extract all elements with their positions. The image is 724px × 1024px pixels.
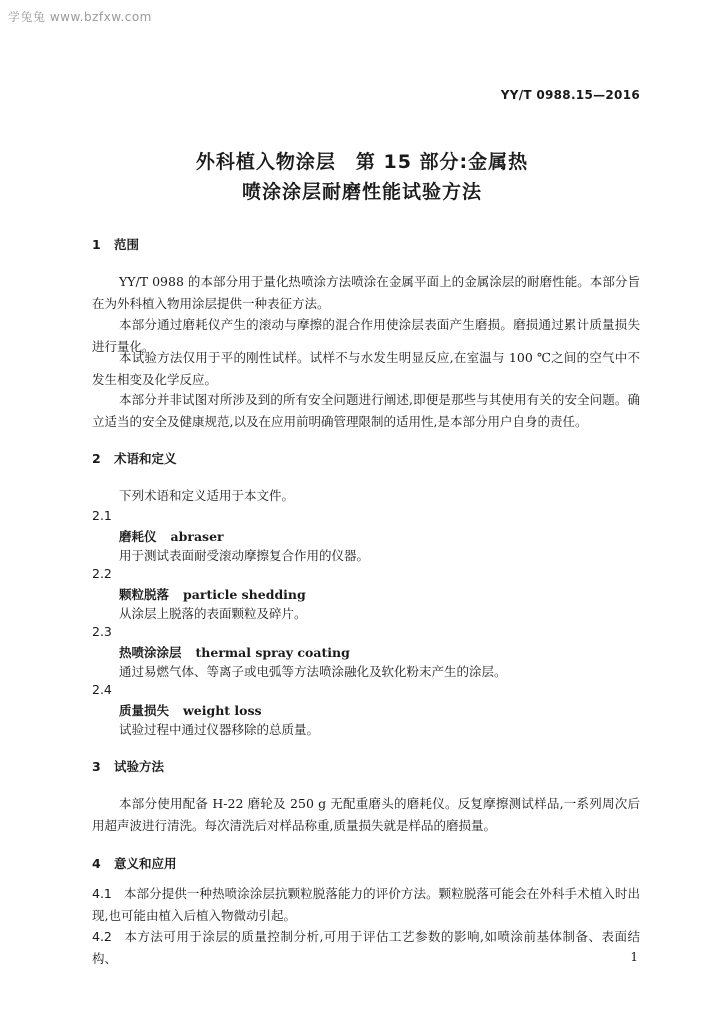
item-text: 本方法可用于涂层的质量控制分析,可用于评估工艺参数的影响,如喷涂前基体制备、表面结构、 [92, 929, 640, 966]
standard-number: YY/T 0988.15—2016 [500, 88, 640, 102]
term-en: thermal spray coating [195, 645, 350, 660]
list-item [92, 926, 640, 969]
term-entry [119, 701, 262, 719]
section-title: 意义和应用 [114, 856, 177, 871]
section-number: 2 [92, 451, 101, 466]
term-zh: 磨耗仪 [119, 529, 157, 544]
paragraph: 本部分使用配备 H-22 磨轮及 250 g 无配重磨头的磨耗仪。反复摩擦测试样品,一系列周次后用超声波进行清洗。每次清洗后对样品称重,质量损失就是样品的磨损量。 [92, 796, 640, 833]
term-en: weight loss [183, 703, 262, 718]
section-number: 3 [92, 759, 101, 774]
section-title: 术语和定义 [114, 451, 177, 466]
terms-intro: 下列术语和定义适用于本文件。 [119, 488, 295, 503]
item-text: 本部分提供一种热喷涂涂层抗颗粒脱落能力的评价方法。颗粒脱落可能会在外科手术植入时出现,也可能由植入后植入物微动引起。 [92, 886, 640, 923]
paragraph: YY/T 0988 的本部分用于量化热喷涂方法喷涂在金属平面上的金属涂层的耐磨性能。本部分旨在为外科植入物用涂层提供一种表征方法。 [92, 274, 640, 311]
term-definition: 用于测试表面耐受滚动摩擦复合作用的仪器。 [119, 548, 370, 563]
section-number: 4 [92, 856, 101, 871]
document-title-line-1: 外科植入物涂层 第 15 部分:金属热 [195, 151, 529, 173]
paragraph: 本部分并非试图对所涉及到的所有安全问题进行阐述,即便是那些与其使用有关的安全问题。确立适当的安全及健康规范,以及在应用前明确管理限制的适用性,是本部分用户自身的责任。 [92, 392, 640, 429]
term-en: particle shedding [183, 587, 306, 602]
term-number: 2.3 [92, 624, 112, 639]
list-item [92, 883, 640, 926]
paragraph: 本试验方法仅用于平的刚性试样。试样不与水发生明显反应,在室温与 100 ℃之间的空气中不发生相变及化学反应。 [92, 350, 640, 387]
paragraph: 本部分通过磨耗仪产生的滚动与摩擦的混合作用使涂层表面产生磨损。磨损通过累计质量损失进行量化。 [92, 317, 640, 354]
term-number: 2.1 [92, 508, 112, 523]
term-entry [119, 643, 350, 661]
term-definition: 从涂层上脱落的表面颗粒及碎片。 [119, 606, 307, 621]
section-title: 试验方法 [114, 759, 165, 774]
section-heading-significance [92, 854, 177, 872]
section-heading-method [92, 757, 164, 775]
term-en: abraser [170, 529, 224, 544]
term-zh: 颗粒脱落 [119, 587, 170, 602]
term-entry [119, 527, 224, 545]
section-number: 1 [92, 237, 101, 252]
document-title-line-2: 喷涂涂层耐磨性能试验方法 [241, 181, 482, 203]
section-title: 范围 [114, 237, 140, 252]
section-heading-scope [92, 235, 139, 253]
watermark: 学兔兔 www.bzfxw.com [8, 10, 152, 24]
page-number: 1 [630, 950, 638, 964]
term-zh: 热喷涂涂层 [119, 645, 182, 660]
term-number: 2.4 [92, 682, 112, 697]
term-number: 2.2 [92, 566, 112, 581]
term-definition: 试验过程中通过仪器移除的总质量。 [119, 722, 320, 737]
item-number: 4.1 [92, 886, 112, 901]
section-heading-terms [92, 449, 177, 467]
term-zh: 质量损失 [119, 703, 170, 718]
term-definition: 通过易燃气体、等离子或电弧等方法喷涂融化及软化粉末产生的涂层。 [119, 664, 507, 679]
term-entry [119, 585, 306, 603]
item-number: 4.2 [92, 929, 112, 944]
